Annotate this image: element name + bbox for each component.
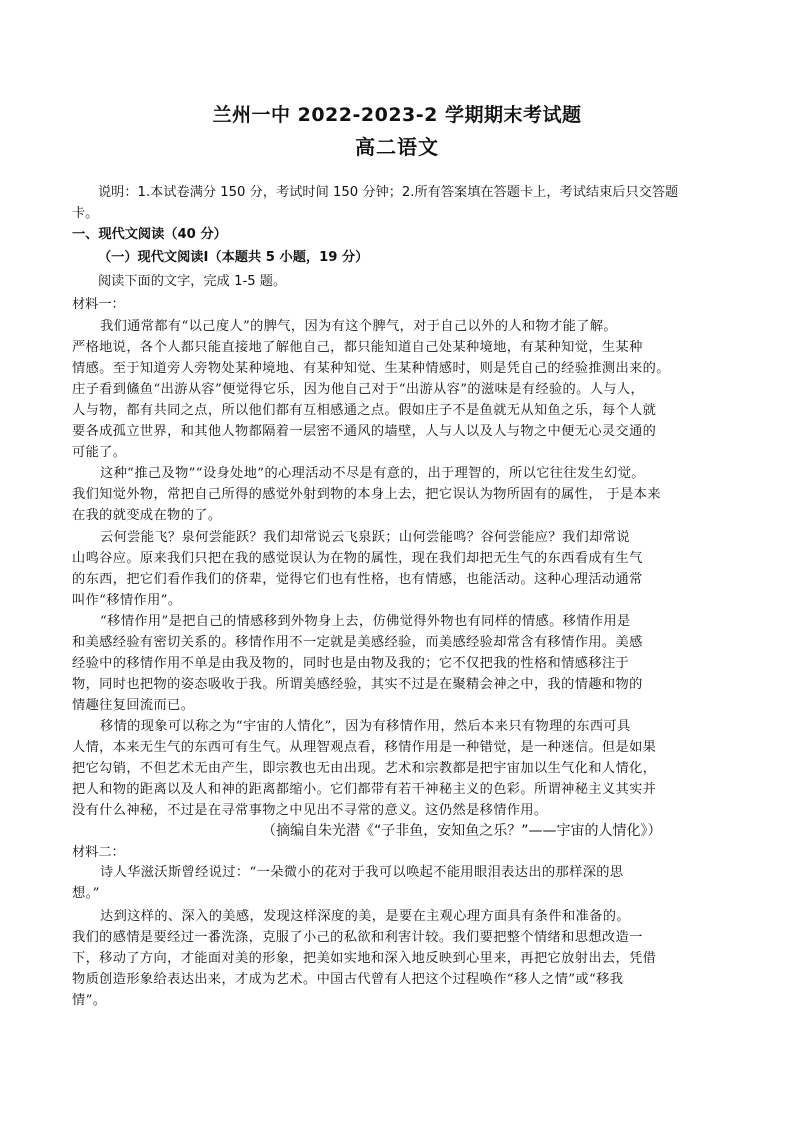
material-1-line: 我们知觉外物，常把自己所得的感觉外射到物的本身上去，把它误认为物所固有的属性， 于是本来 bbox=[72, 487, 661, 502]
material-2-line: 想。” bbox=[72, 886, 100, 901]
subject-title: 高二语文 bbox=[355, 135, 439, 159]
section-heading: 一、现代文阅读（40 分） bbox=[72, 227, 227, 242]
material-2-line: 下，移动了方向，才能面对美的形象，把美如实地和深入地反映到心里来，再把它放射出去，凭借 bbox=[72, 951, 657, 966]
material-1-line: 人情，本来无生气的东西可有生气。从理智观点看，移情作用是一种错觉，是一种迷信。但是如果 bbox=[72, 740, 657, 755]
material-1-line: 人与物，都有共同之点，所以他们都有互相感通之点。假如庄子不是鱼就无从知鱼之乐，每个人就 bbox=[72, 403, 657, 418]
material-2-label: 材料二： bbox=[72, 845, 125, 860]
material-1-line: 庄子看到鯈鱼“出游从容”便觉得它乐，因为他自己对于“出游从容”的滋味是有经验的。人与人， bbox=[72, 382, 645, 397]
material-2-line: 物质创造形象给表达出来，才成为艺术。中国古代曾有人把这个过程唤作“移人之情”或“移我 bbox=[72, 972, 624, 987]
material-1-line: “移情作用”是把自己的情感移到外物身上去，仿佛觉得外物也有同样的情感。移情作用是 bbox=[100, 614, 631, 629]
instructions-line-2: 卡。 bbox=[72, 206, 99, 221]
material-1-line: 物，同时也把物的姿态吸收于我。所谓美感经验，其实不过是在聚精会神之中，我的情趣和物的 bbox=[72, 677, 643, 692]
material-2-line: 达到这样的、深入的美感，发现这样深度的美，是要在主观心理方面具有条件和准备的。 bbox=[100, 909, 630, 924]
material-1-line: 情感。至于知道旁人旁物处某种境地、有某种知觉、生某种情感时，则是凭自己的经验推测出来的。 bbox=[72, 361, 670, 376]
material-1-line: 的东西，把它们看作我们的侪辈，觉得它们也有性格，也有情感，也能活动。这种心理活动通常 bbox=[72, 572, 643, 587]
material-1-label: 材料一： bbox=[72, 297, 125, 312]
material-1-source: （摘编自朱光潜《“子非鱼，安知鱼之乐？”——宇宙的人情化》） bbox=[262, 823, 662, 839]
material-1-line: 可能了。 bbox=[72, 445, 127, 460]
material-1-line: 把它勾销，不但艺术无由产生，即宗教也无由出现。艺术和宗教都是把宇宙加以生气化和人情化， bbox=[72, 761, 657, 776]
material-1-line: 山鸣谷应。原来我们只把在我的感觉误认为在物的属性，现在我们却把无生气的东西看成有生气 bbox=[72, 551, 643, 566]
reading-prompt: 阅读下面的文字，完成 1-5 题。 bbox=[98, 274, 287, 289]
material-1-line: 要各成孤立世界，和其他人物都隔着一层密不通风的墙壁，人与人以及人与物之中便无心灵交通的 bbox=[72, 424, 657, 439]
material-1-line: 叫作“移情作用”。 bbox=[72, 593, 182, 608]
material-1-line: 和美感经验有密切关系的。移情作用不一定就是美感经验，而美感经验却常含有移情作用。美感 bbox=[72, 635, 643, 650]
material-1-line: 经验中的移情作用不单是由我及物的，同时也是由物及我的；它不仅把我的性格和情感移注于 bbox=[72, 656, 630, 671]
material-1-line: 情趣往复回流而已。 bbox=[72, 698, 195, 713]
material-2-line: 情”。 bbox=[72, 993, 107, 1008]
material-1-line: 我们通常都有“以己度人”的脾气，因为有这个脾气，对于自己以外的人和物才能了解。 bbox=[100, 319, 618, 334]
material-1-line: 没有什么神秘，不过是在寻常事物之中见出不寻常的意义。这仍然是移情作用。 bbox=[72, 803, 548, 818]
material-1-line: 严格地说，各个人都只能直接地了解他自己，都只能知道自己处某种境地，有某种知觉，生某种 bbox=[72, 340, 643, 355]
material-2-line: 诗人华滋沃斯曾经说过：“一朵微小的花对于我可以唤起不能用眼泪表达出的那样深的思 bbox=[100, 865, 624, 880]
material-1-line: 这种“推己及物”“设身处地”的心理活动不尽是有意的，出于理智的，所以它往往发生幻觉。 bbox=[100, 466, 645, 481]
material-2-line: 我们的感情是要经过一番洗涤，克服了小己的私欲和利害计较。我们要把整个情绪和思想改造一 bbox=[72, 930, 643, 945]
material-1-line: 云何尝能飞？泉何尝能跃？我们却常说云飞泉跃；山何尝能鸣？谷何尝能应？我们却常说 bbox=[100, 530, 630, 545]
material-1-line: 移情的现象可以称之为“宇宙的人情化”，因为有移情作用，然后本来只有物理的东西可具 bbox=[100, 719, 631, 734]
material-1-line: 把人和物的距离以及人和神的距离都缩小。它们都带有若干神秘主义的色彩。所谓神秘主义其实并 bbox=[72, 782, 657, 797]
exam-title: 兰州一中 2022-2023-2 学期期末考试题 bbox=[212, 104, 582, 126]
sub-section-heading: （一）现代文阅读Ⅰ（本题共 5 小题，19 分） bbox=[98, 250, 369, 265]
instructions-line-1: 说明：1.本试卷满分 150 分，考试时间 150 分钟；2.所有答案填在答题卡上，考试结束后只交答题 bbox=[98, 185, 679, 200]
material-1-line: 在我的就变成在物的了。 bbox=[72, 508, 222, 523]
